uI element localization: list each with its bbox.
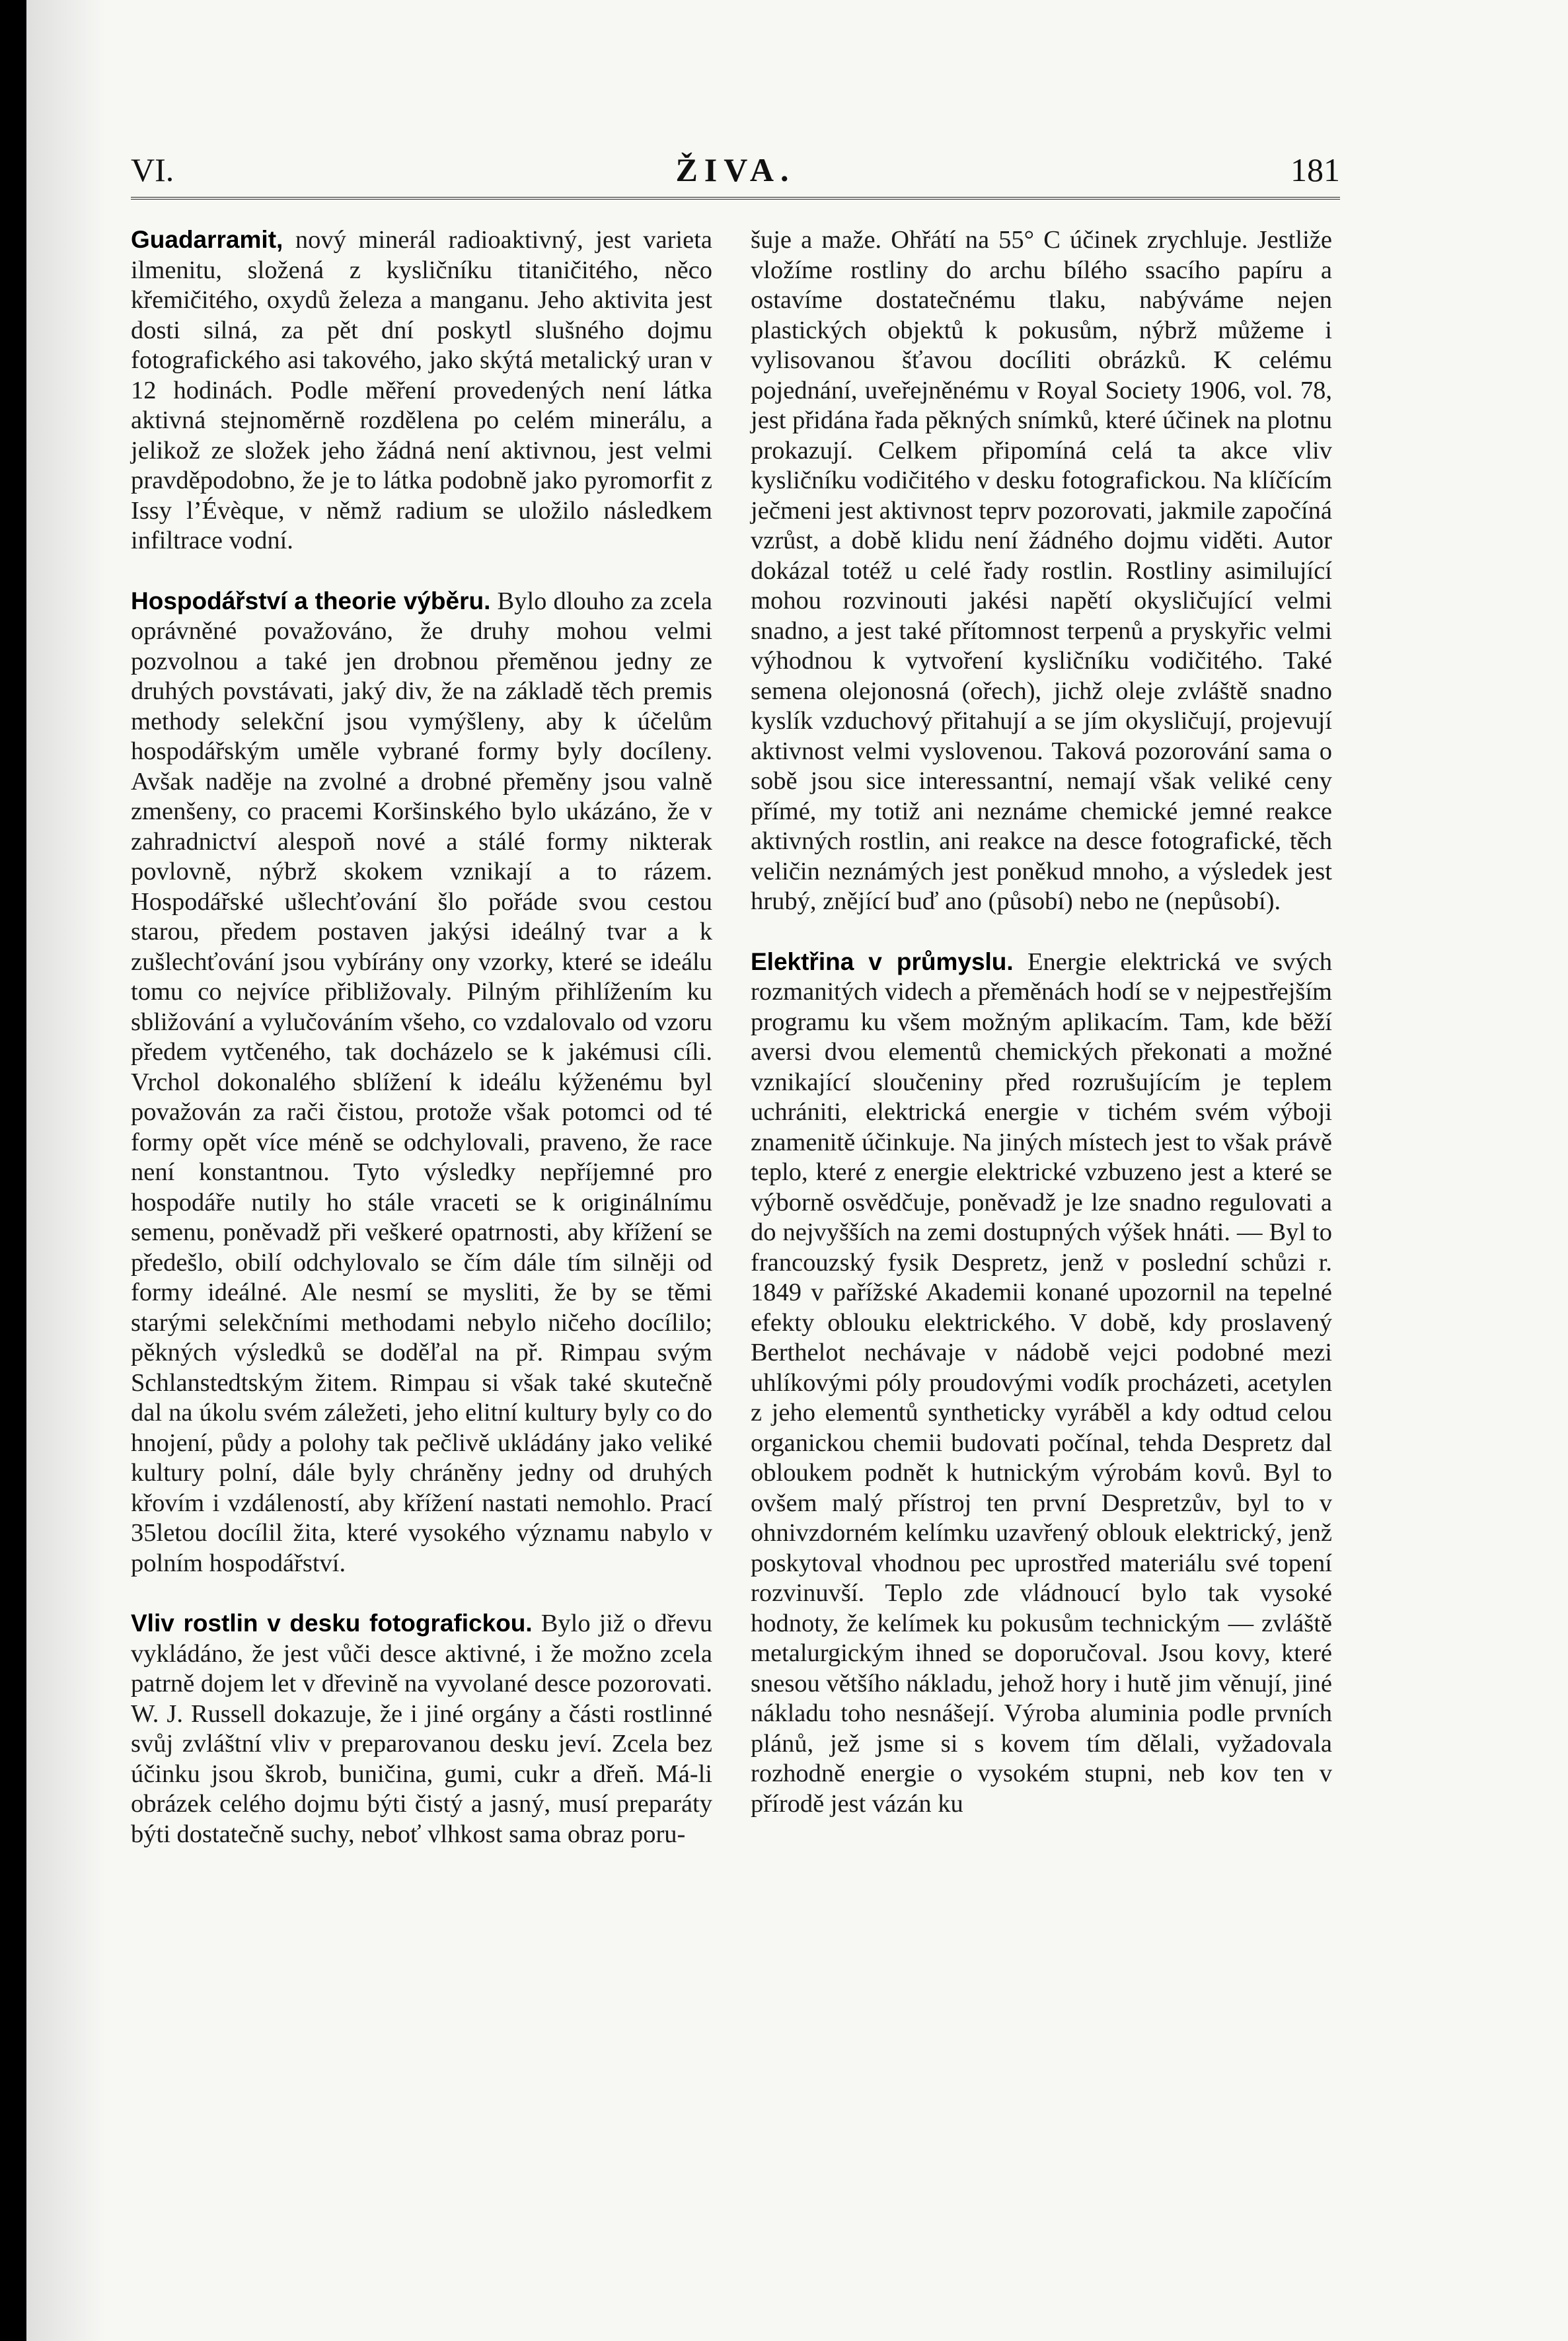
article-body: nový minerál radioaktivný, jest varieta ilmenitu, složená z kysličníku titaničitého, něco křemičitého, oxydů železa a manganu. Jeho aktivita jest dosti silná, za pět dní poskytl slušného dojmu fotografického asi takového, jako skýtá metalický uran v 12 hodinách. Podle měření provedených není látka aktivná stejnoměrně rozdělena po celém minerálu, a jelikož ze složek jeho žádná není aktivnou, jest velmi pravděpodobno, že je to látka podobně jako pyromorfit z Issy l’Évèque, v němž radium se uložilo následkem infiltrace vodní. [131,226,712,554]
scan-edge-shadow [26,0,106,2341]
article-heading: Elektřina v průmyslu. [751,948,1014,975]
journal-title: ŽIVA. [675,151,796,188]
article-body: šuje a maže. Ohřátí na 55° C účinek zrychluje. Jestliže vložíme rostliny do archu bílého ssacího papíru a ostavíme dostatečnému tlaku, nabýváme nejen plastických objektů k pokusům, nýbrž můžeme i vylisovanou šťavou docíliti obrázků. K celému pojednání, uveřejněnému v Royal Society 1906, vol. 78, jest přidána řada pěkných snímků, které účinek na plotnu prokazují. Celkem připomíná celá ta akce vliv kysličníku vodičitého v desku fotografickou. Na klíčícím ječmeni jest aktivnost teprv pozorovati, jakmile započíná vzrůst, a době klidu není žádného dojmu viděti. Autor dokázal totéž u celé řady rostlin. Rostliny asimilující mohou rozvinouti jakési napětí okysličující velmi snadno, a jest také přítomnost terpenů a pryskyřic velmi výhodnou k vytvoření kysličníku vodičitého. Také semena olejonosná (ořech), jichž oleje zvláště snadno kyslík vzduchový přitahují a se jím okysličují, projevují aktivnost velmi vyslovenou. Taková pozorování sama o sobě jsou sice interessantní, nemají však veliké ceny přímé, my totiž ani neznáme chemické jemné reakce aktivných rostlin, ani reakce na desce fotografické, těch veličin neznámých jest poněkud mnoho, a výsledek jest hrubý, znějící buď ano (působí) nebo ne (nepůsobí). [751,226,1332,915]
scanned-page [26,0,1568,2341]
article-body: Bylo dlouho za zcela oprávněné považováno, že druhy mohou velmi pozvolnou a také jen drobnou přeměnou jedny ze druhých povstávati, jaký div, že na základě těch premis methody selekční jsou vymýšleny, aby k účelům hospodářským uměle vybrané formy byly docíleny. Avšak naděje na zvolné a drobné přeměny jsou valně zmenšeny, co pracemi Koršinského bylo ukázáno, že v zahradnictví alespoň nové a stálé formy nikterak povlovně, nýbrž skokem vznikají a to rázem. Hospodářské ušlechťování šlo pořáde svou cestou starou, předem postaven jakýsi ideálný tvar a k zušlechťování jsou vybírány ony vzorky, které se ideálu tomu co nejvíce přibližovaly. Pilným přihlížením ku sbližování a vylučováním všeho, co vzdalovalo od vzoru předem vytčeného, tak docházelo se k jakémusi cíli. Vrchol dokonalého sblížení k ideálu kýženému byl považován za rači čistou, protože však potomci od té formy opět více méně se odchylovali, praveno, že race není konstantnou. Tyto výsledky nepříjemné pro hospodáře nutily ho stále vraceti se k originálnímu semenu, poněvadž při veškeré opatrnosti, aby křížení se předešlo, obilí odchylovalo se čím dále tím silněji od formy ideálné. Ale nesmí se mysliti, že by se těmi starými selekčními methodami nebylo ničeho docílilo; pěkných výsledků se doděľal na př. Rimpau svým Schlanstedtským žitem. Rimpau si však také skutečně dal na úkolu svém záležeti, jeho elitní kultury byly co do hnojení, půdy a polohy tak pečlivě ukládány jako veliké kultury polní, dále byly chráněny jedny od druhých křovím i vzdáleností, aby křížení nastati nemohlo. Prací 35letou docílil žita, které vysokého významu nabylo v polním hospodářství. [131,587,712,1577]
article-heading: Hospodářství a theorie výběru. [131,587,491,614]
running-header [131,151,1340,197]
article-vliv-rostlin [131,1608,712,1849]
article-elektrina [751,947,1332,1820]
left-column [131,225,712,1879]
article-body: Energie elektrická ve svých rozmanitých videch a přeměnách hodí se v nejpestřejším programu ku všem možným aplikacím. Tam, kde běží aversi dvou elementů chemických překonati a možné vznikající sloučeniny před rozrušujícím je teplem uchrániti, elektrická energie v tichém svém výboji znamenitě účinkuje. Na jiných místech jest to však právě teplo, které z energie elektrické vzbuzeno jest a které se výborně osvědčuje, poněvadž je lze snadno regulovati a do nejvyšších na zemi dostupných výšek hnáti. — Byl to francouzský fysik Despretz, jenž v poslední schůzi r. 1849 v pařížské Akademii konané upozornil na tepelné efekty oblouku elektrického. V době, kdy proslavený Berthelot nechávaje v nádobě vejci podobné mezi uhlíkovými póly proudovými vodík procházeti, acetylen z jeho elementů syntheticky vyráběl a kdy odtud celou organickou chemii budovati počínal, tehda Despretz dal obloukem podnět k hutnickým výrobám kovů. Byl to ovšem malý přístroj ten první Despretzův, byl to v ohnivzdorném kelímku uzavřený oblouk elektrický, jenž poskytoval vhodnou pec uprostřed materiálu své topení rozvinuvší. Teplo zde vládnoucí bylo tak vysoké hodnoty, že kelímek ku pokusům technickým — zvláště metalurgickým ihned se doporučoval. Jsou kovy, které snesou většího nákladu, jehož hory i hutě jim věnují, jiné nákladu toho nesnášejí. Výroba aluminia podle prvních plánů, jež jsme si s kovem tím dělali, vyžadovala rozhodně energie o vysokém stupni, neb kov ten v přírodě jest vázán ku [751,948,1332,1818]
article-hospodarstvi [131,586,712,1579]
article-heading: Vliv rostlin v desku fotografickou. [131,1610,533,1637]
article-vliv-rostlin-continued [751,225,1332,917]
header-rule [131,197,1340,200]
article-heading: Guadarramit, [131,226,283,253]
page-number: 181 [1290,151,1340,188]
volume-number: VI. [131,151,174,188]
article-guadarramit [131,225,712,556]
right-column [751,225,1332,1849]
article-body: Bylo již o dřevu vykládáno, že jest vůči desce aktivné, i že možno zcela patrně dojem let v dřevině na vyvolané desce pozorovati. W. J. Russell dokazuje, že i jiné orgány a části rostlinné svůj zvláštní vliv v preparovanou desku jeví. Zcela bez účinku jsou škrob, buničina, gumi, cukr a dřeň. Má-li obrázek celého dojmu býti čistý a jasný, musí preparáty býti dostatečně suchy, neboť vlhkost sama obraz poru- [131,1610,712,1848]
